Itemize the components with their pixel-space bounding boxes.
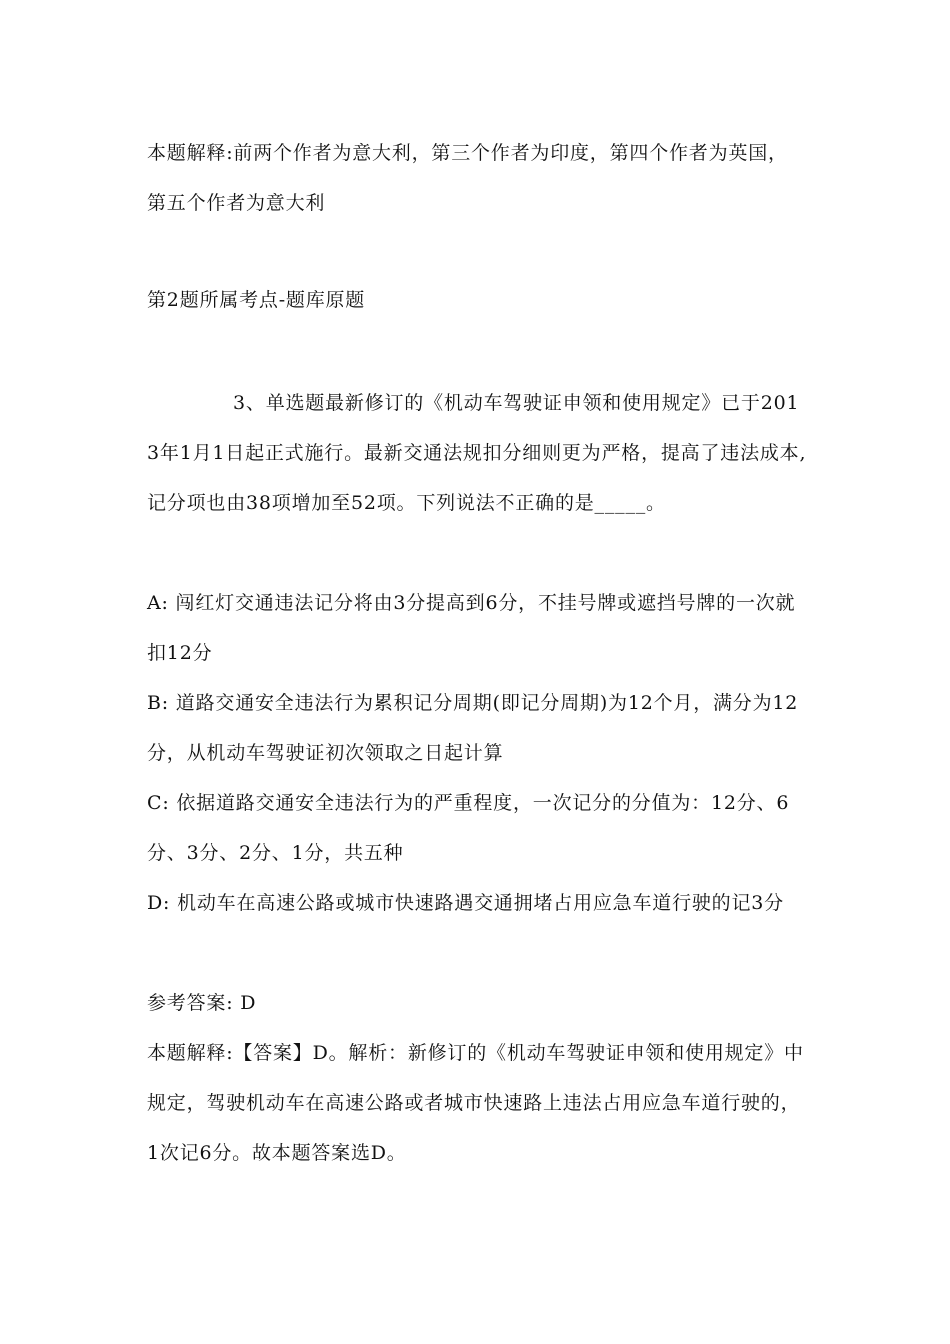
option-d: D: 机动车在高速公路或城市快速路遇交通拥堵占用应急车道行驶的记3分 [147,892,784,914]
option-a: A: 闯红灯交通违法记分将由3分提高到6分，不挂号牌或遮挡号牌的一次就扣12分 [147,592,796,664]
question-2-topic: 第2题所属考点-题库原题 [147,289,366,311]
previous-explanation: 本题解释:前两个作者为意大利，第三个作者为印度，第四个作者为英国，第五个作者为意大利 [147,142,788,214]
question-3-stem: 3、单选题最新修订的《机动车驾驶证申领和使用规定》已于2013年1月1日起正式施行。最新交通法规扣分细则更为严格，提高了违法成本,记分项也由38项增加至52项。下列说法不正确的是_____。 [147,392,807,514]
option-c: C: 依据道路交通安全违法行为的严重程度，一次记分的分值为：12分、6分、3分、2分、1分，共五种 [147,792,790,864]
question-3-explanation: 本题解释:【答案】D。解析：新修订的《机动车驾驶证申领和使用规定》中规定，驾驶机动车在高速公路或者城市快速路上违法占用应急车道行驶的，1次记6分。故本题答案选D。 [147,1042,804,1164]
reference-answer: 参考答案: D [147,992,257,1014]
option-b: B: 道路交通安全违法行为累积记分周期(即记分周期)为12个月，满分为12分，从机动车驾驶证初次领取之日起计算 [147,692,799,764]
